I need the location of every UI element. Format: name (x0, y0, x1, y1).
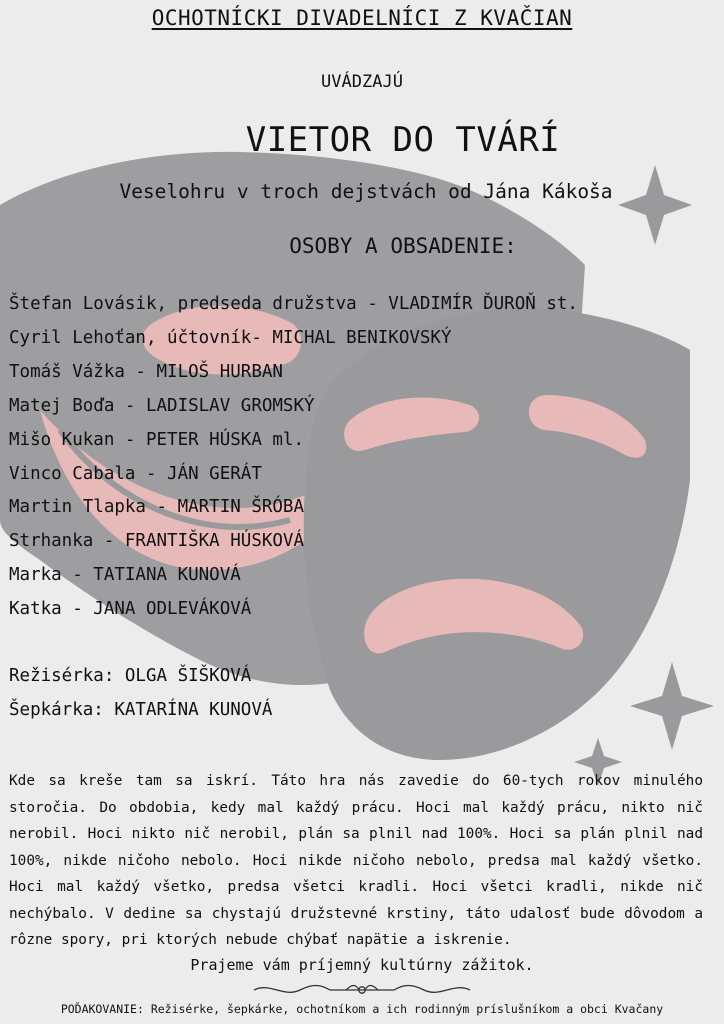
cast-list-item: Mišo Kukan - PETER HÚSKA ml. (9, 430, 305, 450)
cast-list-item: Katka - JANA ODLEVÁKOVÁ (9, 599, 252, 619)
cast-list-item: Tomáš Vážka - MILOŠ HURBAN (9, 362, 283, 382)
cast-list-item: Martin Tlapka - MARTIN ŠRÓBA (9, 497, 305, 517)
cast-list-item: Strhanka - FRANTIŠKA HÚSKOVÁ (9, 531, 305, 551)
prompter-credit: Šepkárka: KATARÍNA KUNOVÁ (9, 700, 273, 720)
cast-list-item: Cyril Lehoťan, účtovník- MICHAL BENIKOVSKÝ (9, 328, 452, 348)
closing-wish: Prajeme vám príjemný kultúrny zážitok. (190, 956, 534, 974)
director-credit: Režisérka: OLGA ŠIŠKOVÁ (9, 666, 252, 686)
cast-list-item: Štefan Lovásik, predseda družstva - VLADIMÍR ĎUROŇ st. (9, 294, 578, 314)
play-subtitle: Veselohru v troch dejstvách od Jána Kákoša (119, 180, 613, 203)
cast-heading: OSOBY A OBSADENIE: (289, 234, 517, 258)
play-title: VIETOR DO TVÁRÍ (245, 120, 561, 160)
play-description: Kde sa kreše tam sa iskrí. Táto hra nás zavedie do 60-tych rokov minulého storočia. Do obdobia, kedy mal každý prácu. Hoci mal každý prácu, nikto nič nerobil. Hoci nikto nič nerobil, plán sa plnil nad 100%. Hoci sa plán plnil nad 100%, nikde ničoho nebolo. Hoci nikde ničoho nebolo, predsa mal každý všetko. Hoci mal každý všetko, predsa všetci kradli. Hoci všetci kradli, nikde nič nechýbalo. V dedine sa chystajú družstevné krstiny, táto udalosť bude dôvodom a rôzne spory, pri ktorých nebude chýbať napätie a iskrenie. (9, 773, 703, 948)
troupe-name: OCHOTNÍCKI DIVADELNÍCI Z KVAČIAN (151, 6, 573, 30)
presents-label: UVÁDZAJÚ (321, 72, 403, 92)
cast-list-item: Marka - TATIANA KUNOVÁ (9, 565, 241, 585)
cast-list-item: Matej Boďa - LADISLAV GROMSKÝ (9, 396, 315, 416)
flourish-divider-icon (250, 980, 474, 1000)
acknowledgements: POĎAKOVANIE: Režisérke, šepkárke, ochotníkom a ich rodinným príslušníkom a obci Kvačany (60, 1002, 664, 1016)
cast-list-item: Vinco Cabala - JÁN GERÁT (9, 464, 262, 484)
